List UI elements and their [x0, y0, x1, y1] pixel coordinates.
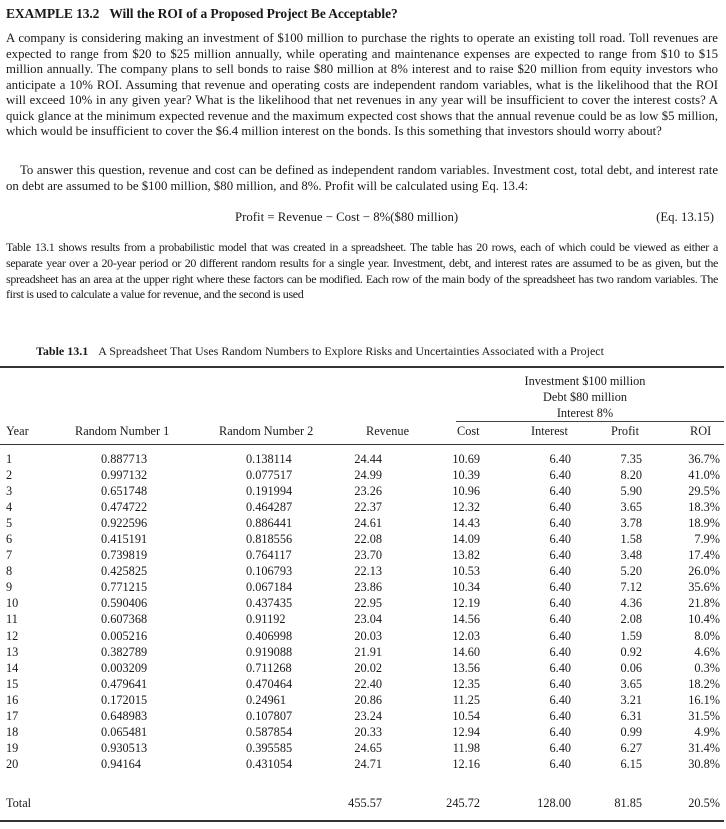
cell-interest: 6.40: [549, 452, 571, 466]
cell-random-number-1: 0.648983: [101, 708, 148, 723]
assumptions-underline: [456, 421, 724, 422]
cell-profit: 8.20: [620, 468, 642, 483]
cell-interest: 6.40: [549, 548, 571, 563]
table-row: [0, 660, 726, 676]
cell-profit: 5.90: [620, 484, 642, 499]
cell-random-number-1: 0.415191: [101, 532, 148, 547]
cell-cost: 14.60: [452, 644, 480, 659]
cell-profit: 2.08: [620, 612, 642, 627]
cell-profit: 0.06: [620, 660, 642, 675]
cell-random-number-1: 0.474722: [101, 500, 148, 515]
cell-profit: 0.99: [620, 724, 642, 739]
cell-cost: 11.25: [452, 692, 480, 707]
example-heading: [6, 6, 398, 22]
cell-random-number-2: 0.067184: [246, 580, 293, 595]
cell-interest: 6.40: [549, 676, 571, 691]
table-row: [0, 740, 726, 756]
cell-revenue: 24.61: [354, 516, 382, 531]
cell-interest: 6.40: [549, 740, 571, 755]
cell-random-number-2: 0.91192: [246, 612, 286, 627]
cell-random-number-2: 0.886441: [246, 516, 293, 531]
cell-profit: 3.78: [620, 516, 642, 531]
table-label: Table 13.1: [36, 344, 89, 358]
assumption-debt: Debt $80 million: [542, 390, 628, 404]
cell-profit: 6.15: [620, 756, 642, 771]
cell-interest: 6.40: [549, 580, 571, 595]
cell-random-number-1: 0.771215: [101, 580, 148, 595]
cell-cost: 12.19: [452, 596, 480, 611]
cell-roi: 16.1%: [688, 692, 720, 707]
cell-interest: 6.40: [549, 612, 571, 627]
cell-random-number-1: 0.479641: [101, 676, 148, 691]
cell-random-number-1: 0.887713: [101, 452, 148, 466]
cell-year: 6: [6, 532, 13, 547]
cell-random-number-1: 0.590406: [101, 596, 148, 611]
total-roi: 20.5%: [688, 796, 720, 810]
table-total-row: [0, 796, 726, 812]
cell-random-number-1: 0.922596: [101, 516, 148, 531]
cell-revenue: 23.86: [354, 580, 382, 595]
equation-text: Profit = Revenue − Cost − 8%($80 million): [235, 210, 459, 224]
table-row: [0, 611, 726, 627]
cell-revenue: 22.13: [354, 564, 382, 579]
cell-random-number-2: 0.395585: [246, 740, 293, 755]
cell-year: 18: [6, 724, 19, 739]
cell-cost: 12.03: [452, 628, 480, 643]
cell-roi: 26.0%: [688, 564, 720, 579]
table-row: [0, 451, 726, 467]
cell-profit: 3.65: [620, 676, 642, 691]
cell-revenue: 23.26: [354, 484, 382, 499]
cell-profit: 1.59: [620, 628, 642, 643]
cell-year: 19: [6, 740, 19, 755]
cell-year: 11: [6, 612, 18, 627]
cell-interest: 6.40: [549, 756, 571, 771]
cell-revenue: 22.37: [354, 500, 382, 515]
table-top-rule: [0, 366, 724, 368]
cell-interest: 6.40: [549, 596, 571, 611]
cell-random-number-2: 0.919088: [246, 644, 293, 659]
cell-roi: 10.4%: [688, 612, 720, 627]
cell-interest: 6.40: [549, 708, 571, 723]
equation-label: (Eq. 13.15): [656, 210, 714, 224]
cell-year: 9: [6, 580, 13, 595]
total-profit: 81.85: [614, 796, 642, 810]
cell-roi: 18.9%: [688, 516, 720, 531]
cell-random-number-2: 0.818556: [246, 532, 293, 547]
cell-revenue: 22.08: [354, 532, 382, 547]
table-row: [0, 595, 726, 611]
table-bottom-rule: [0, 820, 724, 822]
cell-interest: 6.40: [549, 468, 571, 483]
table-caption: [36, 344, 604, 359]
cell-cost: 14.43: [452, 516, 480, 531]
cell-interest: 6.40: [549, 484, 571, 499]
cell-random-number-1: 0.997132: [101, 468, 148, 483]
assumption-interest: Interest 8%: [556, 406, 614, 420]
header-cost: Cost: [457, 424, 480, 438]
cell-cost: 10.53: [452, 564, 480, 579]
cell-random-number-2: 0.437435: [246, 596, 293, 611]
cell-cost: 12.16: [452, 756, 480, 771]
cell-random-number-2: 0.077517: [246, 468, 293, 483]
total-revenue: 455.57: [348, 796, 382, 810]
header-random-number-2: Random Number 2: [219, 424, 314, 438]
cell-profit: 4.36: [620, 596, 642, 611]
cell-revenue: 23.24: [354, 708, 382, 723]
cell-interest: 6.40: [549, 644, 571, 659]
cell-random-number-2: 0.24961: [246, 692, 286, 707]
cell-year: 1: [6, 452, 13, 466]
cell-random-number-2: 0.764117: [246, 548, 292, 563]
table-row: [0, 531, 726, 547]
cell-revenue: 24.44: [354, 452, 382, 466]
cell-random-number-2: 0.470464: [246, 676, 293, 691]
cell-year: 20: [6, 756, 19, 771]
cell-roi: 35.6%: [688, 580, 720, 595]
cell-revenue: 22.95: [354, 596, 382, 611]
cell-cost: 10.69: [452, 452, 480, 466]
table-row: [0, 483, 726, 499]
cell-year: 17: [6, 708, 19, 723]
cell-roi: 30.8%: [688, 756, 720, 771]
cell-interest: 6.40: [549, 564, 571, 579]
cell-year: 15: [6, 676, 19, 691]
cell-interest: 6.40: [549, 724, 571, 739]
cell-revenue: 23.70: [354, 548, 382, 563]
table-row: [0, 708, 726, 724]
cell-roi: 8.0%: [694, 628, 720, 643]
cell-random-number-1: 0.003209: [101, 660, 148, 675]
cell-profit: 1.58: [620, 532, 642, 547]
cell-revenue: 20.03: [354, 628, 382, 643]
cell-profit: 5.20: [620, 564, 642, 579]
example-number: EXAMPLE 13.2: [6, 6, 100, 21]
cell-roi: 31.4%: [688, 740, 720, 755]
cell-profit: 0.92: [620, 644, 642, 659]
cell-interest: 6.40: [549, 500, 571, 515]
table-row: [0, 676, 726, 692]
cell-profit: 7.35: [620, 452, 642, 466]
table-row: [0, 724, 726, 740]
paragraph-table-intro: Table 13.1 shows results from a probabilistic model that was created in a spreadsheet. The table has 20 rows, each of which could be viewed as either a separate year over a 20-year period or 20 different random results for a single year. Investment, debt, and interest rates are assumed to be as given, but the spreadsheet has an area at the upper right where these factors can be modified. Each row of the main body of the spreadsheet has two random variables. The first is used to calculate a value for revenue, and the second is used: [6, 240, 718, 302]
cell-random-number-1: 0.930513: [101, 740, 148, 755]
cell-revenue: 23.04: [354, 612, 382, 627]
cell-year: 2: [6, 468, 13, 483]
table-row: [0, 644, 726, 660]
header-year: Year: [6, 424, 29, 438]
cell-profit: 3.21: [620, 692, 642, 707]
cell-cost: 12.35: [452, 676, 480, 691]
cell-random-number-1: 0.425825: [101, 564, 148, 579]
cell-random-number-1: 0.651748: [101, 484, 148, 499]
cell-random-number-2: 0.464287: [246, 500, 293, 515]
cell-roi: 18.2%: [688, 676, 720, 691]
cell-profit: 6.27: [620, 740, 642, 755]
cell-roi: 41.0%: [688, 468, 720, 483]
cell-cost: 14.56: [452, 612, 480, 627]
cell-random-number-1: 0.382789: [101, 644, 148, 659]
cell-roi: 17.4%: [688, 548, 720, 563]
table-header-rule: [0, 444, 724, 445]
cell-cost: 14.09: [452, 532, 480, 547]
cell-year: 13: [6, 644, 19, 659]
cell-random-number-2: 0.711268: [246, 660, 292, 675]
cell-year: 7: [6, 548, 13, 563]
cell-cost: 11.98: [452, 740, 480, 755]
cell-revenue: 20.02: [354, 660, 382, 675]
cell-year: 10: [6, 596, 19, 611]
cell-revenue: 20.33: [354, 724, 382, 739]
cell-revenue: 24.65: [354, 740, 382, 755]
cell-revenue: 22.40: [354, 676, 382, 691]
cell-year: 12: [6, 628, 19, 643]
cell-profit: 3.48: [620, 548, 642, 563]
cell-roi: 29.5%: [688, 484, 720, 499]
table-row: [0, 628, 726, 644]
cell-interest: 6.40: [549, 532, 571, 547]
cell-year: 4: [6, 500, 13, 515]
cell-cost: 12.32: [452, 500, 480, 515]
cell-roi: 4.6%: [694, 644, 720, 659]
cell-year: 8: [6, 564, 13, 579]
table-caption-text: A Spreadsheet That Uses Random Numbers to Explore Risks and Uncertainties Associated with a Project: [98, 344, 604, 358]
table-row: [0, 579, 726, 595]
cell-random-number-2: 0.587854: [246, 724, 293, 739]
table-row: [0, 499, 726, 515]
cell-random-number-2: 0.106793: [246, 564, 293, 579]
cell-random-number-1: 0.172015: [101, 692, 148, 707]
total-interest: 128.00: [537, 796, 571, 810]
cell-year: 14: [6, 660, 19, 675]
paragraph-problem-statement: A company is considering making an investment of $100 million to purchase the rights to operate an existing toll road. Toll revenues are expected to range from $20 to $25 million annually, while operating and maintenance expenses are expected to range from $10 to $15 million annually. The company plans to sell bonds to raise $80 million at 8% interest and to raise $20 million from equity investors who anticipate a 10% ROI. Assuming that revenue and operating costs are independent random variables, what is the likelihood that the ROI will exceed 10% in any given year? What is the likelihood that net revenues in any year will be insufficient to cover the interest costs? A quick glance at the minimum expected revenue and the maximum expected cost shows that the annual revenue could be as low $5 million, which would be insufficient to cover the $6.4 million interest on the bonds. Is this something that investors should worry about?: [6, 31, 718, 138]
cell-interest: 6.40: [549, 516, 571, 531]
assumption-investment: Investment $100 million: [524, 374, 646, 388]
cell-profit: 3.65: [620, 500, 642, 515]
cell-roi: 7.9%: [694, 532, 720, 547]
cell-cost: 13.56: [452, 660, 480, 675]
cell-roi: 18.3%: [688, 500, 720, 515]
cell-random-number-2: 0.191994: [246, 484, 293, 499]
table-row: [0, 547, 726, 563]
cell-cost: 10.39: [452, 468, 480, 483]
cell-roi: 4.9%: [694, 724, 720, 739]
header-interest: Interest: [531, 424, 568, 438]
table-row: [0, 563, 726, 579]
cell-random-number-1: 0.607368: [101, 612, 148, 627]
cell-interest: 6.40: [549, 660, 571, 675]
cell-roi: 31.5%: [688, 708, 720, 723]
total-label: Total: [6, 796, 32, 810]
header-revenue: Revenue: [366, 424, 410, 438]
cell-year: 16: [6, 692, 19, 707]
cell-interest: 6.40: [549, 628, 571, 643]
cell-profit: 6.31: [620, 708, 642, 723]
cell-cost: 10.34: [452, 580, 480, 595]
cell-revenue: 21.91: [354, 644, 382, 659]
example-title: Will the ROI of a Proposed Project Be Acceptable?: [109, 6, 398, 21]
cell-revenue: 24.99: [354, 468, 382, 483]
cell-random-number-1: 0.739819: [101, 548, 148, 563]
header-profit: Profit: [611, 424, 640, 438]
table-row: [0, 692, 726, 708]
cell-cost: 10.54: [452, 708, 480, 723]
table-row: [0, 515, 726, 531]
cell-cost: 12.94: [452, 724, 480, 739]
header-roi: ROI: [690, 424, 712, 438]
cell-random-number-2: 0.138114: [246, 452, 292, 466]
cell-year: 3: [6, 484, 13, 499]
paragraph-approach: To answer this question, revenue and cost can be defined as independent random variables. Investment cost, total debt, and interest rate on debt are assumed to be $100 million, $80 million, and 8%. Profit will be calculated using Eq. 13.4:: [6, 163, 718, 193]
cell-interest: 6.40: [549, 692, 571, 707]
cell-revenue: 20.86: [354, 692, 382, 707]
table-row: [0, 467, 726, 483]
cell-random-number-1: 0.065481: [101, 724, 148, 739]
table-body: [0, 451, 726, 772]
total-cost: 245.72: [446, 796, 480, 810]
header-random-number-1: Random Number 1: [75, 424, 170, 438]
cell-roi: 0.3%: [694, 660, 720, 675]
assumptions-box: [480, 373, 690, 421]
table-row: [0, 756, 726, 772]
cell-roi: 21.8%: [688, 596, 720, 611]
cell-revenue: 24.71: [354, 756, 382, 771]
cell-random-number-2: 0.406998: [246, 628, 293, 643]
equation: [0, 210, 726, 226]
cell-random-number-2: 0.107807: [246, 708, 293, 723]
cell-random-number-2: 0.431054: [246, 756, 293, 771]
cell-random-number-1: 0.94164: [101, 756, 141, 771]
cell-roi: 36.7%: [688, 452, 720, 466]
cell-cost: 10.96: [452, 484, 480, 499]
cell-cost: 13.82: [452, 548, 480, 563]
cell-random-number-1: 0.005216: [101, 628, 148, 643]
cell-profit: 7.12: [620, 580, 642, 595]
cell-year: 5: [6, 516, 13, 531]
